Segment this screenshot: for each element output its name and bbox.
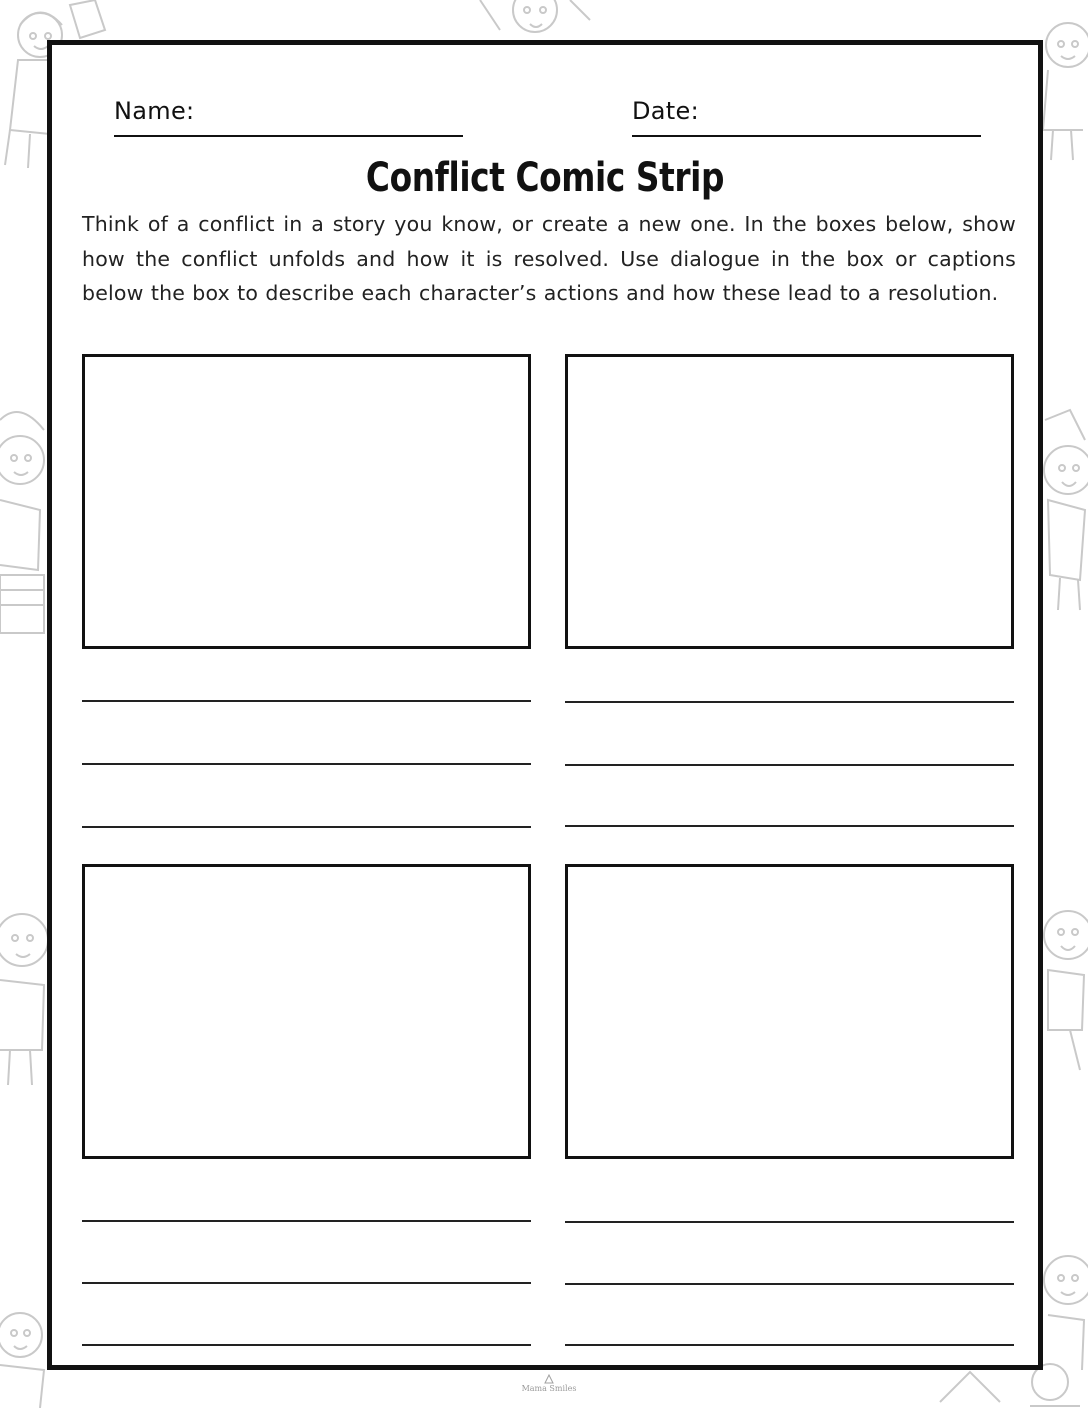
comic-panel-4[interactable]	[565, 864, 1014, 1159]
logo-text: Mama Smiles	[521, 1384, 577, 1393]
caption-line[interactable]	[565, 825, 1014, 827]
comic-panel-1[interactable]	[82, 354, 531, 649]
worksheet-frame	[47, 40, 1043, 1370]
cartoon-kid-doodle-icon	[0, 400, 48, 650]
caption-line[interactable]	[565, 1221, 1014, 1223]
comic-panel-3[interactable]	[82, 864, 531, 1159]
caption-line[interactable]	[82, 1282, 531, 1284]
caption-line[interactable]	[565, 1283, 1014, 1285]
caption-line[interactable]	[565, 1344, 1014, 1346]
cartoon-kid-doodle-icon	[0, 1290, 48, 1408]
cartoon-kid-doodle-icon	[460, 0, 600, 40]
date-label: Date:	[632, 97, 699, 125]
cartoon-kid-doodle-icon	[1040, 1230, 1088, 1370]
name-field[interactable]	[114, 135, 463, 137]
cartoon-kid-doodle-icon	[1040, 400, 1088, 620]
caption-line[interactable]	[82, 763, 531, 765]
caption-line[interactable]	[82, 1220, 531, 1222]
instructions-text: Think of a conflict in a story you know, or create a new one. In the boxes below, show how the conflict unfolds and how it is resolved. Use dialogue in the box or captions below the box to describe each character’s actions and how these lead to a resolution.	[82, 212, 1016, 305]
cartoon-kid-doodle-icon	[0, 890, 48, 1090]
caption-line[interactable]	[565, 701, 1014, 703]
comic-panel-2[interactable]	[565, 354, 1014, 649]
caption-line[interactable]	[82, 826, 531, 828]
decorative-logo-icon	[521, 1373, 577, 1403]
page-title: Conflict Comic Strip	[365, 155, 725, 201]
caption-line[interactable]	[565, 764, 1014, 766]
name-label: Name:	[114, 97, 195, 125]
caption-line[interactable]	[82, 1344, 531, 1346]
caption-line[interactable]	[82, 700, 531, 702]
date-field[interactable]	[632, 135, 981, 137]
cartoon-kid-doodle-icon	[1040, 880, 1088, 1080]
